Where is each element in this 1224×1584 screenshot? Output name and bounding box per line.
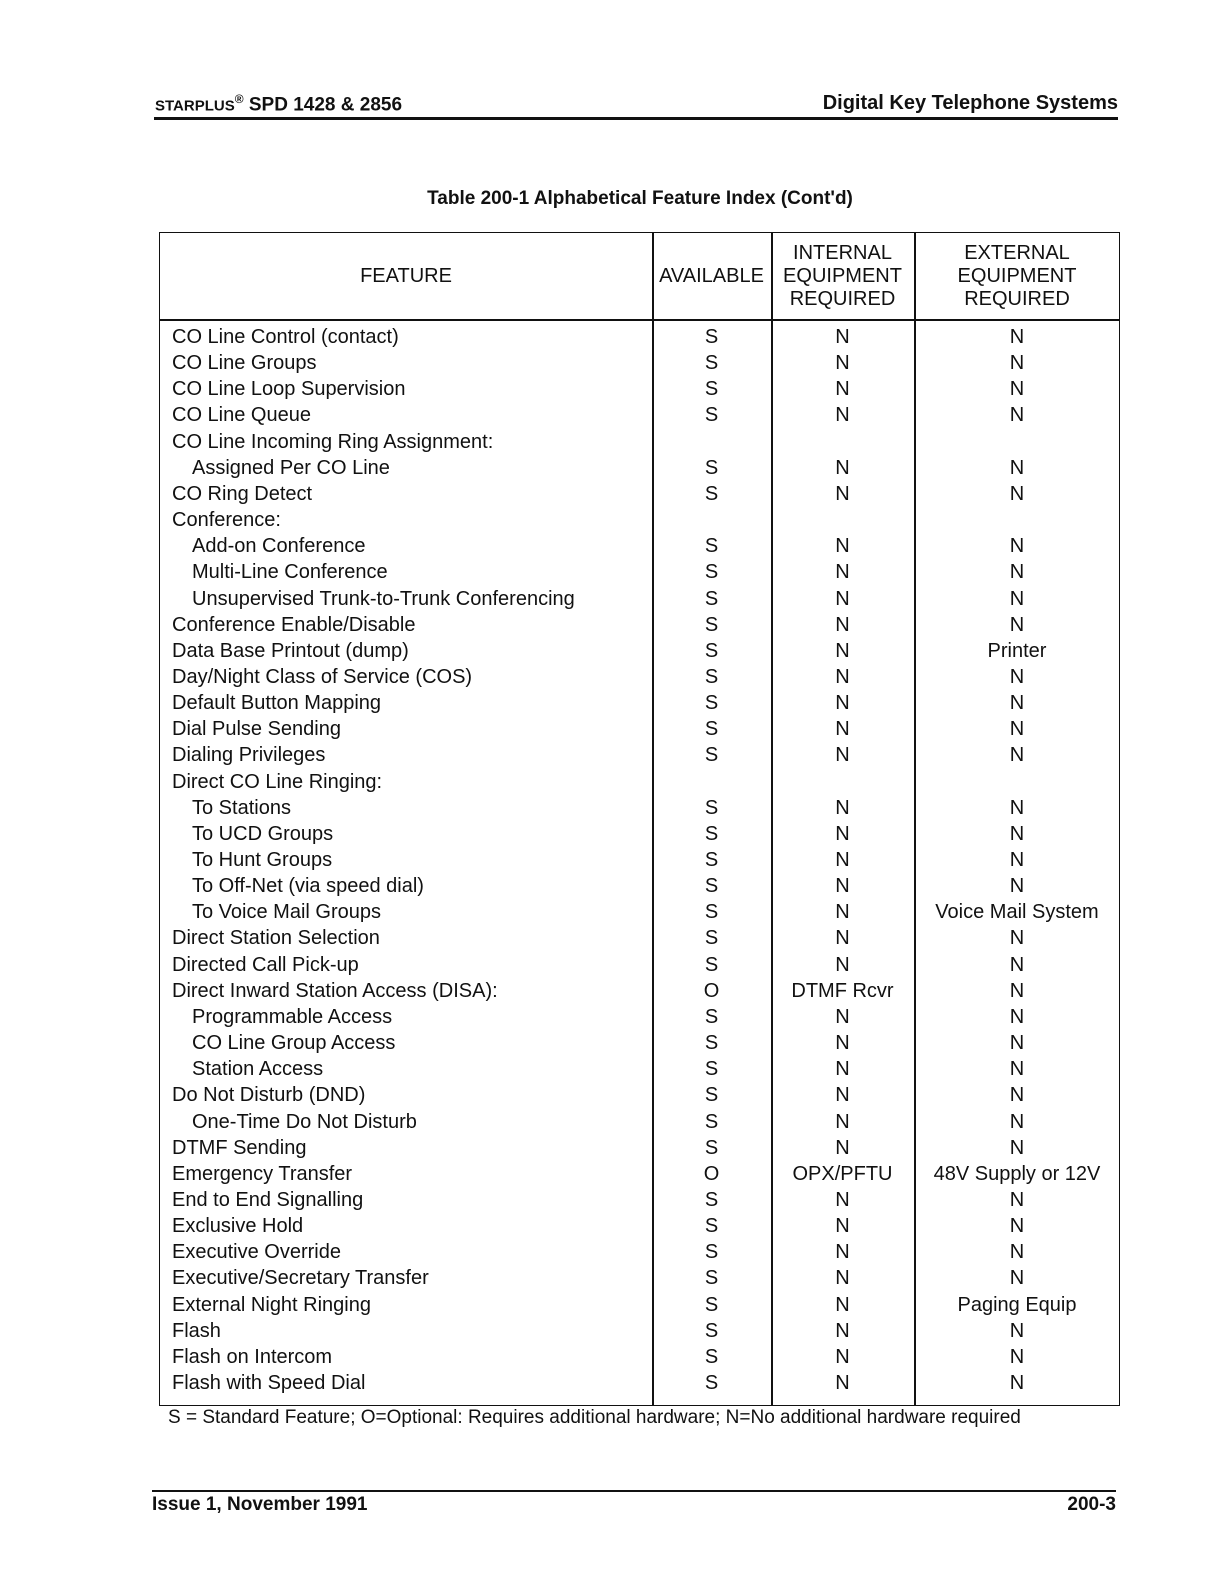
table-row (160, 455, 1119, 481)
feature-cell: CO Line Group Access (192, 1032, 396, 1055)
table-row (160, 402, 1119, 428)
available-cell: S (704, 535, 719, 558)
internal-equipment-cell: N (835, 901, 850, 924)
internal-equipment-cell: N (835, 535, 850, 558)
available-cell: S (704, 1293, 719, 1316)
internal-equipment-cell: N (835, 613, 850, 636)
internal-equipment-cell: N (835, 482, 850, 505)
internal-equipment-cell: N (835, 1032, 850, 1055)
column-header-internal: INTERNAL EQUIPMENT REQUIRED (783, 241, 902, 310)
internal-equipment-cell: DTMF Rcvr (791, 979, 894, 1002)
internal-equipment-cell: N (835, 404, 850, 427)
external-equipment-cell: N (1009, 953, 1025, 976)
internal-equipment-cell: N (835, 744, 850, 767)
header-product (155, 92, 402, 116)
feature-cell: To Hunt Groups (192, 849, 333, 871)
feature-cell: Dialing Privileges (172, 744, 326, 767)
feature-cell: To Voice Mail Groups (192, 901, 381, 924)
table-row (160, 1370, 1119, 1396)
internal-equipment-cell: N (835, 1110, 850, 1133)
internal-equipment-cell: N (835, 378, 850, 401)
table-row (160, 1318, 1119, 1344)
registered-mark: ® (234, 92, 244, 106)
feature-cell: Day/Night Class of Service (COS) (172, 665, 473, 688)
table-row (160, 899, 1119, 925)
available-cell: S (704, 1058, 719, 1081)
external-equipment-cell: N (1009, 1372, 1025, 1394)
table-row (160, 1004, 1119, 1030)
available-cell: S (704, 927, 719, 950)
feature-cell: CO Line Control (contact) (172, 326, 399, 348)
footer-issue: Issue 1, November 1991 (152, 1494, 368, 1515)
brand-name: STARPLUS (155, 97, 235, 115)
table-row (160, 690, 1119, 716)
table-legend: S = Standard Feature; O=Optional: Requires additional hardware; N=No additional hardware required (168, 1407, 1021, 1428)
feature-cell: CO Line Queue (172, 404, 311, 427)
available-cell: S (704, 1319, 719, 1342)
internal-equipment-cell: N (835, 456, 850, 479)
available-cell: S (704, 1005, 719, 1028)
internal-equipment-cell: N (835, 953, 850, 976)
external-equipment-cell: N (1009, 1319, 1025, 1342)
available-cell: S (704, 744, 719, 767)
table-row (160, 1239, 1119, 1265)
feature-cell: Executive/Secretary Transfer (172, 1267, 429, 1290)
table-row (160, 1135, 1119, 1161)
available-cell: S (704, 1372, 719, 1394)
external-equipment-cell: N (1009, 665, 1025, 688)
feature-cell: Default Button Mapping (172, 692, 382, 715)
feature-cell: Station Access (192, 1058, 324, 1081)
internal-equipment-cell: N (835, 1136, 850, 1159)
external-equipment-cell: N (1009, 587, 1025, 610)
internal-equipment-cell: N (835, 352, 850, 375)
feature-cell: Add-on Conference (192, 535, 366, 558)
feature-table (159, 232, 1120, 1406)
external-equipment-cell: N (1009, 404, 1025, 427)
feature-cell: CO Ring Detect (172, 482, 313, 505)
available-cell: S (704, 326, 719, 348)
feature-cell: Flash (172, 1319, 221, 1342)
table-row (160, 769, 1119, 795)
table-row (160, 1344, 1119, 1370)
feature-cell: Direct CO Line Ringing: (172, 770, 383, 793)
feature-cell: To Stations (192, 796, 291, 819)
available-cell: S (704, 1110, 719, 1133)
available-cell: S (704, 1084, 719, 1107)
available-cell: S (704, 718, 719, 741)
external-equipment-cell: Printer (987, 639, 1047, 662)
available-cell: S (704, 901, 719, 924)
internal-equipment-cell: N (835, 1084, 850, 1107)
page-number: 200-3 (1067, 1494, 1116, 1515)
table-row (160, 507, 1119, 533)
internal-equipment-cell: N (835, 1267, 850, 1290)
table-row (160, 821, 1119, 847)
available-cell: S (704, 456, 719, 479)
internal-equipment-cell: N (835, 1345, 850, 1368)
internal-equipment-cell: N (835, 875, 850, 898)
table-row (160, 586, 1119, 612)
table-row (160, 716, 1119, 742)
table-row (160, 324, 1119, 350)
table-row (160, 1292, 1119, 1318)
footer-rule (152, 1490, 1116, 1492)
available-cell: S (704, 587, 719, 610)
internal-equipment-cell: N (835, 927, 850, 950)
external-equipment-cell: N (1009, 1136, 1025, 1159)
external-equipment-cell: N (1009, 718, 1025, 741)
header-divider (160, 319, 1119, 321)
external-equipment-cell: N (1009, 482, 1025, 505)
feature-cell: Flash with Speed Dial (172, 1372, 366, 1394)
table-row (160, 978, 1119, 1004)
external-equipment-cell: N (1009, 1032, 1025, 1055)
external-equipment-cell: Paging Equip (957, 1293, 1077, 1316)
feature-cell: Direct Inward Station Access (DISA): (172, 979, 498, 1002)
external-equipment-cell: N (1009, 1005, 1025, 1028)
feature-cell: Do Not Disturb (DND) (172, 1084, 366, 1107)
table-row (160, 925, 1119, 951)
feature-cell: Conference: (172, 509, 281, 532)
external-equipment-cell: N (1009, 1345, 1025, 1368)
external-equipment-cell: N (1009, 979, 1025, 1002)
available-cell: S (704, 1267, 719, 1290)
external-equipment-cell: N (1009, 1084, 1025, 1107)
external-equipment-cell: N (1009, 378, 1025, 401)
feature-cell: Multi-Line Conference (192, 561, 388, 584)
internal-equipment-cell: N (835, 849, 850, 871)
external-equipment-cell: N (1009, 352, 1025, 375)
internal-equipment-cell: N (835, 1372, 850, 1394)
internal-equipment-cell: N (835, 692, 850, 715)
model-name: SPD 1428 & 2856 (248, 94, 403, 116)
available-cell: S (704, 796, 719, 819)
internal-equipment-cell: N (835, 665, 850, 688)
table-row (160, 350, 1119, 376)
internal-equipment-cell: N (835, 587, 850, 610)
available-cell: S (704, 849, 719, 871)
table-row (160, 481, 1119, 507)
available-cell: S (704, 561, 719, 584)
external-equipment-cell: N (1009, 796, 1025, 819)
feature-cell: CO Line Loop Supervision (172, 378, 406, 401)
external-equipment-cell: N (1009, 1241, 1025, 1264)
table-row (160, 1056, 1119, 1082)
table-row (160, 559, 1119, 585)
table-row (160, 612, 1119, 638)
table-row (160, 1082, 1119, 1108)
table-row (160, 533, 1119, 559)
table-row (160, 1213, 1119, 1239)
available-cell: S (704, 613, 719, 636)
available-cell: S (704, 352, 719, 375)
feature-cell: DTMF Sending (172, 1136, 307, 1159)
internal-equipment-cell: N (835, 1058, 850, 1081)
table-title: Table 200-1 Alphabetical Feature Index (Cont'd) (427, 188, 853, 209)
external-equipment-cell: 48V Supply or 12V (933, 1162, 1101, 1185)
feature-cell: Direct Station Selection (172, 927, 380, 950)
external-equipment-cell: N (1009, 1058, 1025, 1081)
internal-equipment-cell: N (835, 1005, 850, 1028)
external-equipment-cell: N (1009, 613, 1025, 636)
internal-equipment-cell: OPX/PFTU (792, 1162, 893, 1185)
feature-cell: Directed Call Pick-up (172, 953, 359, 976)
feature-cell: Dial Pulse Sending (172, 718, 341, 741)
available-cell: S (704, 692, 719, 715)
external-equipment-cell: N (1009, 744, 1025, 767)
feature-cell: CO Line Groups (172, 352, 317, 375)
table-row (160, 664, 1119, 690)
internal-equipment-cell: N (835, 561, 850, 584)
available-cell: S (704, 639, 719, 662)
external-equipment-cell: N (1009, 849, 1025, 871)
external-equipment-cell: N (1009, 1215, 1025, 1238)
column-header-external: EXTERNAL EQUIPMENT REQUIRED (957, 241, 1077, 310)
feature-cell: Emergency Transfer (172, 1162, 353, 1185)
internal-equipment-cell: N (835, 1241, 850, 1264)
available-cell: O (703, 1162, 720, 1185)
internal-equipment-cell: N (835, 796, 850, 819)
column-header-feature: FEATURE (360, 264, 452, 287)
internal-equipment-cell: N (835, 822, 850, 845)
table-row (160, 873, 1119, 899)
internal-equipment-cell: N (835, 1188, 850, 1211)
table-row (160, 1161, 1119, 1187)
available-cell: S (704, 1241, 719, 1264)
header-title: Digital Key Telephone Systems (822, 92, 1118, 114)
available-cell: S (704, 1215, 719, 1238)
external-equipment-cell: N (1009, 692, 1025, 715)
table-row (160, 1030, 1119, 1056)
internal-equipment-cell: N (835, 718, 850, 741)
external-equipment-cell: N (1009, 456, 1025, 479)
external-equipment-cell: N (1009, 1188, 1025, 1211)
internal-equipment-cell: N (835, 1215, 850, 1238)
feature-cell: Data Base Printout (dump) (172, 639, 409, 662)
feature-cell: Programmable Access (192, 1005, 393, 1028)
internal-equipment-cell: N (835, 1319, 850, 1342)
available-cell: S (704, 378, 719, 401)
feature-cell: Unsupervised Trunk-to-Trunk Conferencing (192, 587, 575, 610)
feature-cell: To Off-Net (via speed dial) (192, 875, 424, 898)
available-cell: O (703, 979, 720, 1002)
external-equipment-cell: N (1009, 822, 1025, 845)
available-cell: S (704, 953, 719, 976)
feature-cell: Flash on Intercom (172, 1345, 333, 1368)
feature-cell: Exclusive Hold (172, 1215, 304, 1238)
external-equipment-cell: N (1009, 875, 1025, 898)
feature-cell: Conference Enable/Disable (172, 613, 416, 636)
external-equipment-cell: N (1009, 927, 1025, 950)
table-row (160, 1187, 1119, 1213)
feature-cell: External Night Ringing (172, 1293, 371, 1316)
feature-cell: One-Time Do Not Disturb (192, 1110, 417, 1133)
table-row (160, 638, 1119, 664)
table-row (160, 847, 1119, 873)
table-row (160, 429, 1119, 455)
external-equipment-cell: N (1009, 326, 1025, 348)
table-row (160, 952, 1119, 978)
feature-cell: Assigned Per CO Line (192, 456, 390, 479)
external-equipment-cell: N (1009, 1110, 1025, 1133)
available-cell: S (704, 1136, 719, 1159)
table-row (160, 1109, 1119, 1135)
internal-equipment-cell: N (835, 326, 850, 348)
external-equipment-cell: N (1009, 535, 1025, 558)
column-header-available: AVAILABLE (659, 264, 764, 287)
available-cell: S (704, 1345, 719, 1368)
available-cell: S (704, 1032, 719, 1055)
external-equipment-cell: N (1009, 561, 1025, 584)
header-rule (154, 117, 1118, 120)
table-row (160, 1265, 1119, 1291)
available-cell: S (704, 665, 719, 688)
available-cell: S (704, 822, 719, 845)
external-equipment-cell: N (1009, 1267, 1025, 1290)
feature-cell: CO Line Incoming Ring Assignment: (172, 430, 494, 453)
available-cell: S (704, 1188, 719, 1211)
available-cell: S (704, 404, 719, 427)
table-row (160, 795, 1119, 821)
feature-cell: End to End Signalling (172, 1188, 364, 1211)
available-cell: S (704, 875, 719, 898)
table-row (160, 376, 1119, 402)
feature-cell: Executive Override (172, 1241, 341, 1264)
internal-equipment-cell: N (835, 639, 850, 662)
available-cell: S (704, 482, 719, 505)
table-row (160, 742, 1119, 768)
feature-cell: To UCD Groups (192, 822, 334, 845)
internal-equipment-cell: N (835, 1293, 850, 1316)
external-equipment-cell: Voice Mail System (935, 901, 1099, 924)
